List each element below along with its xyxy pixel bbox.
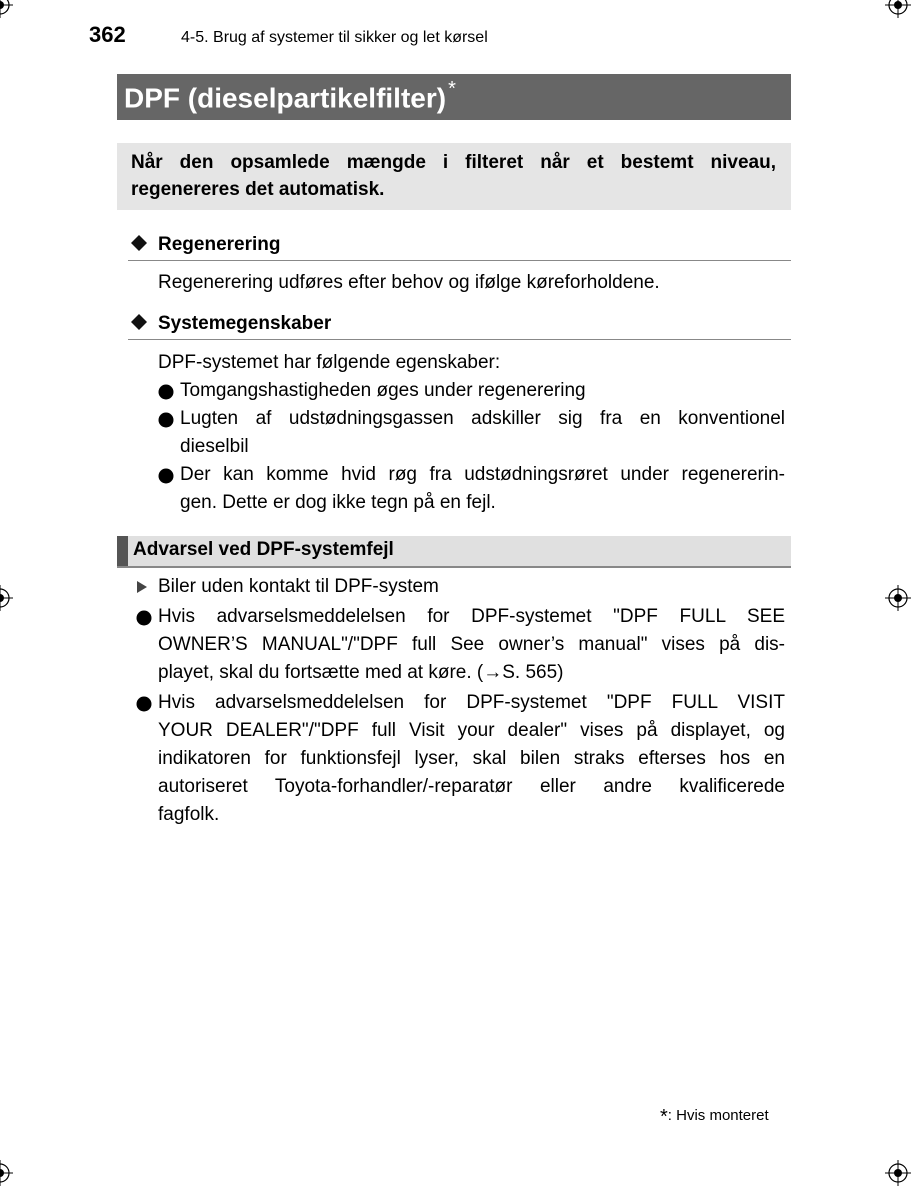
intro-text: Når den opsamlede mængde i filteret når et bestemt niveau, regenereres det automatisk. [131,152,776,200]
section-heading-systemegenskaber [128,309,791,340]
diamond-icon [130,313,148,331]
footnote [660,1106,769,1129]
page-title [124,80,456,114]
list-item-line: gen. Dette er dog ikke tegn på en fejl. [180,492,496,513]
section-body: DPF-systemet har følgende egenskaber: [158,352,501,373]
list-item-line: Lugten af udstødningsgassen adskiller sig fra en konventionel [180,408,785,429]
page-number: 362 [89,22,126,47]
warning-item-line: YOUR DEALER"/"DPF full Visit your dealer" vises på displayet, og [158,720,785,741]
section-heading-label: Systemegenskaber [158,313,332,334]
warning-item-line: indikatoren for funktionsfejl lyser, skal bilen straks efterses hos en [158,748,785,769]
warning-item-line: fagfolk. [158,804,220,825]
registration-mark-icon [0,1160,13,1186]
filled-circle-icon [136,696,152,712]
registration-mark-icon [885,585,911,611]
warning-item-line: OWNER’S MANUAL"/"DPF full See owner’s manual" vises på dis- [158,634,785,655]
warning-item-line: Hvis advarselsmeddelelsen for DPF-systemet "DPF FULL VISIT [158,692,785,713]
triangle-right-icon [136,580,148,594]
diamond-icon [130,234,148,252]
list-item-line: Der kan komme hvid røg fra udstødningsrøret under regenererin- [180,464,785,485]
filled-circle-icon [136,610,152,626]
registration-mark-icon [0,585,13,611]
list-item-line: dieselbil [180,436,249,457]
list-item: Tomgangshastigheden øges under regenerering [180,380,586,401]
warning-heading-bar [117,536,791,568]
warning-item-line: autoriseret Toyota-forhandler/-reparatør eller andre kvalificerede [158,776,785,797]
section-heading-label: Regenerering [158,234,281,255]
registration-mark-icon [885,0,911,18]
footnote-text: : Hvis monteret [667,1107,769,1124]
warning-scope: Biler uden kontakt til DPF-system [158,576,439,597]
footnote-asterisk: * [660,1106,668,1128]
intro-box [117,143,791,210]
warning-item-line: Hvis advarselsmeddelelsen for DPF-systemet "DPF FULL SEE [158,606,785,627]
filled-circle-icon [158,468,174,484]
filled-circle-icon [158,384,174,400]
filled-circle-icon [158,412,174,428]
chapter-heading: 4-5. Brug af systemer til sikker og let kørsel [181,29,488,46]
warning-accent [117,536,128,566]
section-heading-regenerering [128,230,791,261]
warning-heading: Advarsel ved DPF-systemfejl [133,539,394,560]
registration-mark-icon [885,1160,911,1186]
registration-mark-icon [0,0,13,18]
section-title-bar [117,74,791,120]
warning-item-line: playet, skal du fortsætte med at køre. (→S. 565) [158,662,564,683]
page-title-text: DPF (dieselpartikelfilter) [124,82,447,114]
section-body: Regenerering udføres efter behov og ifølge køreforholdene. [158,272,660,293]
title-asterisk: * [448,78,456,100]
